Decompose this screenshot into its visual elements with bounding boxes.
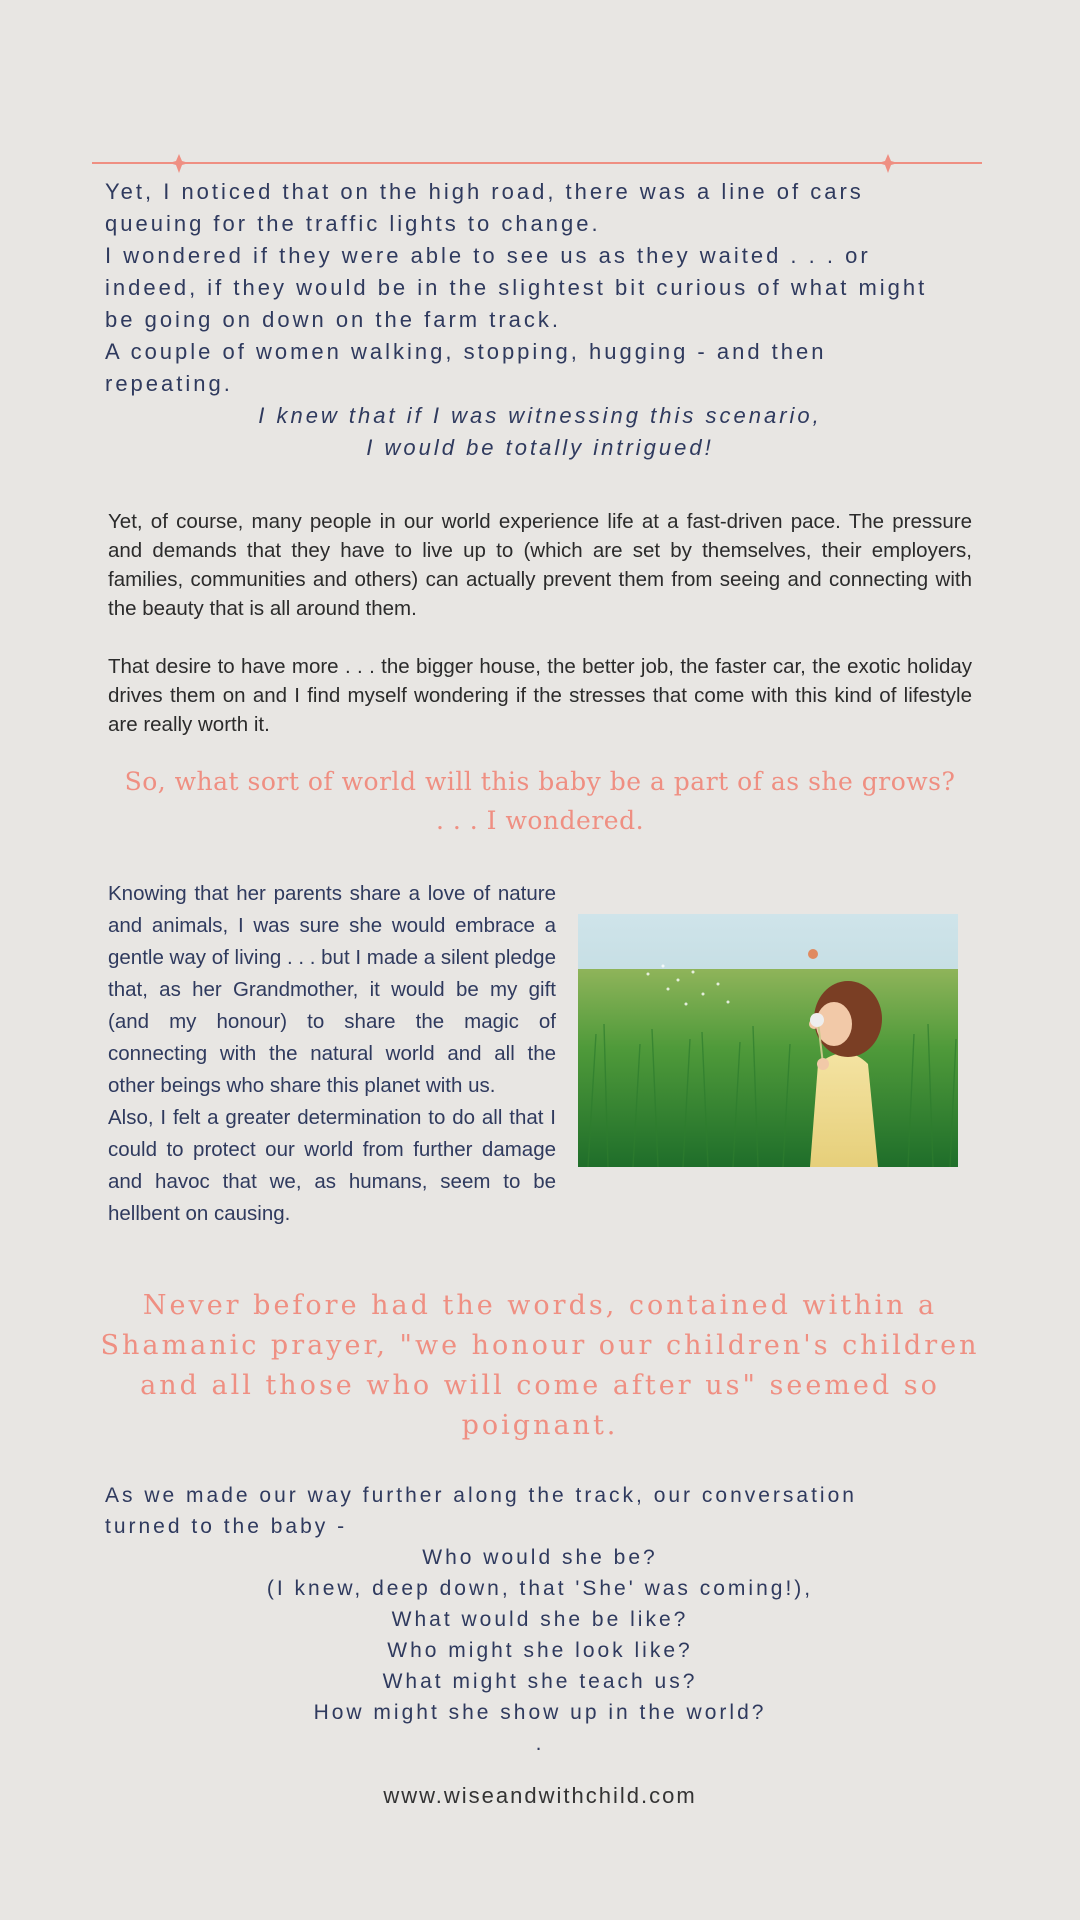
question-line: . . . I wondered. [435, 806, 645, 835]
outro-question: How might she show up in the world? [313, 1701, 767, 1724]
outro-question: (I knew, deep down, that 'She' was coming!), [266, 1577, 814, 1600]
paragraph-protect: Also, I felt a greater determination to do all that I could to protect our world from further damage and havoc that we, as humans, seem to be hellbent on causing. [108, 1106, 556, 1225]
intro-line: repeating. [105, 371, 233, 396]
paragraph-pledge: Knowing that her parents share a love of nature and animals, I was sure she would embrace a gentle way of living . . . but I made a silent pledge that, as her Grandmother, it would be my gift (and my honour) to share the magic of connecting with the natural world and all the other beings who share this planet with us. [108, 882, 556, 1097]
intro-line: be going on down on the farm track. [105, 307, 561, 332]
prayer-quote-line: and all those who will come after us" seemed so [140, 1370, 940, 1401]
outro-line: As we made our way further along the track, our conversation [105, 1484, 857, 1507]
outro-question: What would she be like? [391, 1608, 689, 1631]
body-paragraphs [108, 507, 972, 739]
outro-question: . [535, 1732, 545, 1755]
intro-line: queuing for the traffic lights to change. [105, 211, 601, 236]
column-text [108, 878, 556, 1230]
outro-question: Who would she be? [422, 1546, 658, 1569]
outro-section [105, 1480, 975, 1759]
question-line: So, what sort of world will this baby be a part of as she grows? [124, 767, 956, 796]
sparkle-icon-left [169, 154, 189, 173]
paragraph-desire: That desire to have more . . . the bigger house, the better job, the faster car, the exotic holiday drives them on and I find myself wondering if the stresses that come with this kind of lifestyle are really worth it. [108, 655, 972, 736]
sparkle-icon-right [878, 154, 898, 173]
prayer-quote-line: Shamanic prayer, "we honour our children's children [100, 1330, 980, 1361]
child-blowing-dandelion-photo-icon [578, 914, 958, 1167]
outro-question: Who might she look like? [387, 1639, 693, 1662]
intro-line: Yet, I noticed that on the high road, there was a line of cars [105, 179, 864, 204]
outro-question: What might she teach us? [382, 1670, 698, 1693]
intro-section [105, 176, 975, 464]
outro-line: turned to the baby - [105, 1515, 348, 1538]
decorative-divider [92, 154, 982, 174]
prayer-quote-line: Never before had the words, contained within a [142, 1290, 938, 1321]
intro-italic-line: I would be totally intrigued! [366, 435, 714, 460]
intro-line: I wondered if they were able to see us as they waited . . . or [105, 243, 871, 268]
website-link[interactable]: www.wiseandwithchild.com [383, 1783, 697, 1808]
prayer-quote [100, 1286, 980, 1446]
intro-italic-line: I knew that if I was witnessing this scenario, [258, 403, 822, 428]
child-dandelion-photo [578, 914, 958, 1167]
question-quote [100, 762, 980, 840]
paragraph-fast-pace: Yet, of course, many people in our world experience life at a fast-driven pace. The pressure and demands that they have to live up to (which are set by themselves, their employers, families, communities and others) can actually prevent them from seeing and connecting with the beauty that is all around them. [108, 510, 972, 620]
intro-line: A couple of women walking, stopping, hugging - and then [105, 339, 827, 364]
intro-line: indeed, if they would be in the slightest bit curious of what might [105, 275, 928, 300]
prayer-quote-line: poignant. [461, 1410, 619, 1441]
